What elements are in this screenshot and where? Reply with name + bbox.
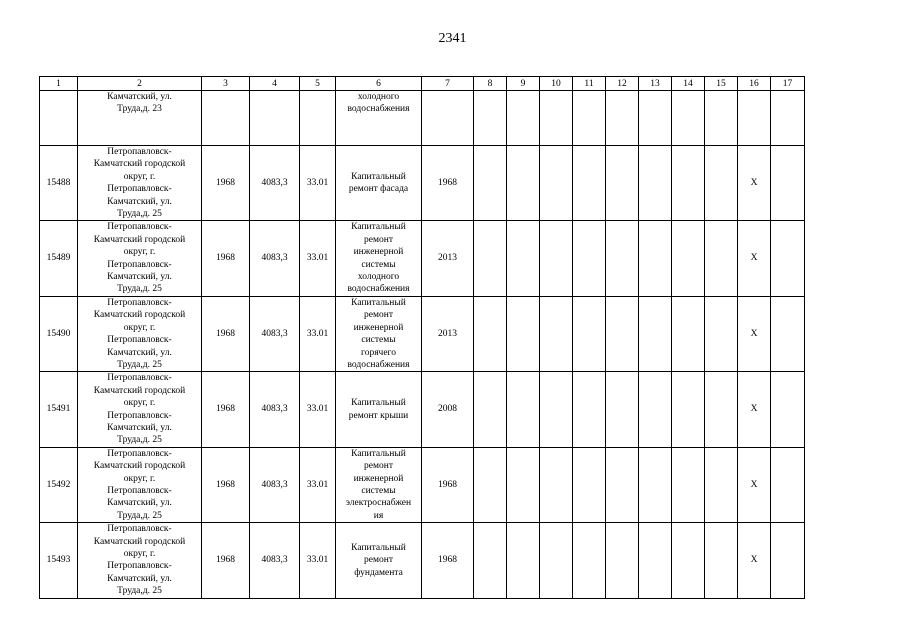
col11-cell: [573, 91, 606, 146]
col9-cell: [507, 447, 540, 522]
col17-cell: [771, 91, 805, 146]
col14-cell: [672, 91, 705, 146]
mark-text: X: [750, 404, 758, 415]
column-number-11: 11: [573, 77, 606, 91]
col13-cell: [639, 296, 672, 371]
year-cell: [422, 146, 474, 221]
col8-cell: [474, 91, 507, 146]
col12-cell: [606, 296, 639, 371]
year-built-cell: [202, 91, 250, 146]
column-number-14: 14: [672, 77, 705, 91]
year-built-cell: [202, 146, 250, 221]
year-built-cell: [202, 372, 250, 447]
col15-cell: [705, 146, 738, 221]
register-table: [39, 76, 805, 599]
col10-cell: [540, 523, 573, 598]
col15-cell: [705, 372, 738, 447]
column-number-1: 1: [40, 77, 78, 91]
col11-cell: [573, 296, 606, 371]
year-text: 1968: [438, 555, 457, 566]
column-number-15: 15: [705, 77, 738, 91]
row-id-text: 15491: [46, 404, 71, 415]
page-number: 2341: [438, 31, 467, 46]
row-id-text: 15493: [46, 555, 71, 566]
row-id: [40, 372, 78, 447]
address-text: Петропавловск- Камчатский городской округ, г. Петропавловск- Камчатский, ул. Труда,д. 25: [93, 147, 186, 220]
mark-text: X: [750, 555, 758, 566]
area-cell: [250, 91, 300, 146]
address-text: Петропавловск- Камчатский городской округ, г. Петропавловск- Камчатский, ул. Труда,д. 25: [93, 448, 186, 521]
address-text: Камчатский, ул. Труда,д. 23: [107, 92, 172, 115]
col12-cell: [606, 523, 639, 598]
col8-cell: [474, 523, 507, 598]
column-number-5: 5: [300, 77, 336, 91]
table-row: [40, 447, 805, 522]
col14-cell: [672, 447, 705, 522]
mark-cell: [738, 91, 771, 146]
mark-text: X: [750, 253, 758, 264]
address-text: Петропавловск- Камчатский городской округ, г. Петропавловск- Камчатский, ул. Труда,д. 25: [93, 524, 186, 597]
col13-cell: [639, 523, 672, 598]
year-cell: [422, 372, 474, 447]
mark-text: X: [750, 328, 758, 339]
code-text: 33.01: [306, 479, 329, 490]
col13-cell: [639, 447, 672, 522]
work-text: холодного водоснабжения: [347, 92, 410, 115]
mark-cell: [738, 296, 771, 371]
col17-cell: [771, 146, 805, 221]
table-row: [40, 146, 805, 221]
table-row: [40, 372, 805, 447]
year-text: 1968: [438, 178, 457, 189]
work-cell: [336, 523, 422, 598]
col13-cell: [639, 372, 672, 447]
address-cell: [78, 296, 202, 371]
col9-cell: [507, 91, 540, 146]
col17-cell: [771, 296, 805, 371]
col17-cell: [771, 221, 805, 296]
row-id-text: 15488: [46, 178, 71, 189]
work-text: Капитальный ремонт фундамента: [351, 542, 406, 578]
col9-cell: [507, 372, 540, 447]
row-id-text: 15490: [46, 328, 71, 339]
year-built-cell: [202, 523, 250, 598]
row-id-text: 15492: [46, 479, 71, 490]
code-cell: [300, 146, 336, 221]
year-text: 1968: [438, 479, 457, 490]
row-id: [40, 296, 78, 371]
col13-cell: [639, 146, 672, 221]
area-text: 4083,3: [261, 404, 288, 415]
code-cell: [300, 296, 336, 371]
col15-cell: [705, 296, 738, 371]
year-built-text: 1968: [216, 253, 235, 264]
address-text: Петропавловск- Камчатский городской округ, г. Петропавловск- Камчатский, ул. Труда,д. 25: [93, 373, 186, 446]
area-text: 4083,3: [261, 253, 288, 264]
column-number-17: 17: [771, 77, 805, 91]
code-cell: [300, 372, 336, 447]
address-cell: [78, 146, 202, 221]
column-number-10: 10: [540, 77, 573, 91]
col10-cell: [540, 372, 573, 447]
column-number-9: 9: [507, 77, 540, 91]
col11-cell: [573, 146, 606, 221]
year-text: 2008: [438, 404, 457, 415]
work-text: Капитальный ремонт инженерной системы холодного водоснабжения: [347, 222, 410, 295]
address-cell: [78, 91, 202, 146]
year-built-cell: [202, 221, 250, 296]
column-number-8: 8: [474, 77, 507, 91]
address-text: Петропавловск- Камчатский городской округ, г. Петропавловск- Камчатский, ул. Труда,д. 25: [93, 222, 186, 295]
row-id-text: 15489: [46, 253, 71, 264]
col8-cell: [474, 146, 507, 221]
column-number-12: 12: [606, 77, 639, 91]
col17-cell: [771, 372, 805, 447]
year-built-cell: [202, 447, 250, 522]
col14-cell: [672, 523, 705, 598]
col13-cell: [639, 221, 672, 296]
row-id: [40, 447, 78, 522]
year-built-text: 1968: [216, 555, 235, 566]
year-cell: [422, 523, 474, 598]
col8-cell: [474, 296, 507, 371]
work-cell: [336, 91, 422, 146]
col8-cell: [474, 221, 507, 296]
address-text: Петропавловск- Камчатский городской округ, г. Петропавловск- Камчатский, ул. Труда,д. 25: [93, 297, 186, 370]
year-cell: [422, 296, 474, 371]
col14-cell: [672, 221, 705, 296]
work-text: Капитальный ремонт крыши: [348, 398, 409, 421]
row-id: [40, 91, 78, 146]
col9-cell: [507, 146, 540, 221]
year-built-text: 1968: [216, 479, 235, 490]
col12-cell: [606, 146, 639, 221]
table-row: [40, 221, 805, 296]
col14-cell: [672, 146, 705, 221]
year-text: 2013: [438, 253, 457, 264]
code-text: 33.01: [306, 253, 329, 264]
work-cell: [336, 146, 422, 221]
row-id: [40, 146, 78, 221]
area-text: 4083,3: [261, 328, 288, 339]
column-number-2: 2: [78, 77, 202, 91]
col12-cell: [606, 372, 639, 447]
area-cell: [250, 296, 300, 371]
year-cell: [422, 447, 474, 522]
area-text: 4083,3: [261, 479, 288, 490]
col11-cell: [573, 221, 606, 296]
col9-cell: [507, 523, 540, 598]
code-cell: [300, 221, 336, 296]
col11-cell: [573, 523, 606, 598]
column-number-13: 13: [639, 77, 672, 91]
col9-cell: [507, 221, 540, 296]
table-row: [40, 523, 805, 598]
address-cell: [78, 372, 202, 447]
mark-cell: [738, 221, 771, 296]
year-built-cell: [202, 296, 250, 371]
area-text: 4083,3: [261, 555, 288, 566]
column-number-4: 4: [250, 77, 300, 91]
code-cell: [300, 447, 336, 522]
area-cell: [250, 523, 300, 598]
col8-cell: [474, 447, 507, 522]
address-cell: [78, 523, 202, 598]
col11-cell: [573, 372, 606, 447]
work-text: Капитальный ремонт инженерной системы электроснабжен ия: [345, 448, 412, 521]
col10-cell: [540, 146, 573, 221]
col15-cell: [705, 523, 738, 598]
year-built-text: 1968: [216, 178, 235, 189]
column-number-3: 3: [202, 77, 250, 91]
year-cell: [422, 91, 474, 146]
col10-cell: [540, 91, 573, 146]
area-cell: [250, 221, 300, 296]
code-cell: [300, 523, 336, 598]
area-cell: [250, 372, 300, 447]
code-text: 33.01: [306, 555, 329, 566]
work-text: Капитальный ремонт фасада: [348, 171, 409, 195]
work-cell: [336, 221, 422, 296]
code-text: 33.01: [306, 404, 329, 415]
col17-cell: [771, 523, 805, 598]
code-text: 33.01: [306, 178, 329, 189]
col12-cell: [606, 447, 639, 522]
mark-cell: [738, 447, 771, 522]
year-built-text: 1968: [216, 328, 235, 339]
col13-cell: [639, 91, 672, 146]
col14-cell: [672, 296, 705, 371]
row-id: [40, 221, 78, 296]
work-cell: [336, 296, 422, 371]
year-text: 2013: [438, 328, 457, 339]
col10-cell: [540, 447, 573, 522]
column-number-row: [40, 77, 805, 91]
row-id: [40, 523, 78, 598]
work-cell: [336, 447, 422, 522]
work-text: Капитальный ремонт инженерной системы горячего водоснабжения: [347, 297, 410, 370]
area-cell: [250, 146, 300, 221]
mark-cell: [738, 523, 771, 598]
mark-cell: [738, 372, 771, 447]
mark-text: X: [750, 178, 758, 189]
table-row: [40, 296, 805, 371]
code-text: 33.01: [306, 328, 329, 339]
col10-cell: [540, 296, 573, 371]
col17-cell: [771, 447, 805, 522]
mark-cell: [738, 146, 771, 221]
col10-cell: [540, 221, 573, 296]
area-text: 4083,3: [261, 178, 288, 189]
mark-text: X: [750, 479, 758, 490]
table-row: [40, 91, 805, 146]
column-number-6: 6: [336, 77, 422, 91]
col15-cell: [705, 447, 738, 522]
column-number-7: 7: [422, 77, 474, 91]
col15-cell: [705, 221, 738, 296]
col15-cell: [705, 91, 738, 146]
col9-cell: [507, 296, 540, 371]
address-cell: [78, 221, 202, 296]
col11-cell: [573, 447, 606, 522]
year-built-text: 1968: [216, 404, 235, 415]
work-cell: [336, 372, 422, 447]
col8-cell: [474, 372, 507, 447]
column-number-16: 16: [738, 77, 771, 91]
year-cell: [422, 221, 474, 296]
col12-cell: [606, 221, 639, 296]
address-cell: [78, 447, 202, 522]
col14-cell: [672, 372, 705, 447]
col12-cell: [606, 91, 639, 146]
code-cell: [300, 91, 336, 146]
area-cell: [250, 447, 300, 522]
